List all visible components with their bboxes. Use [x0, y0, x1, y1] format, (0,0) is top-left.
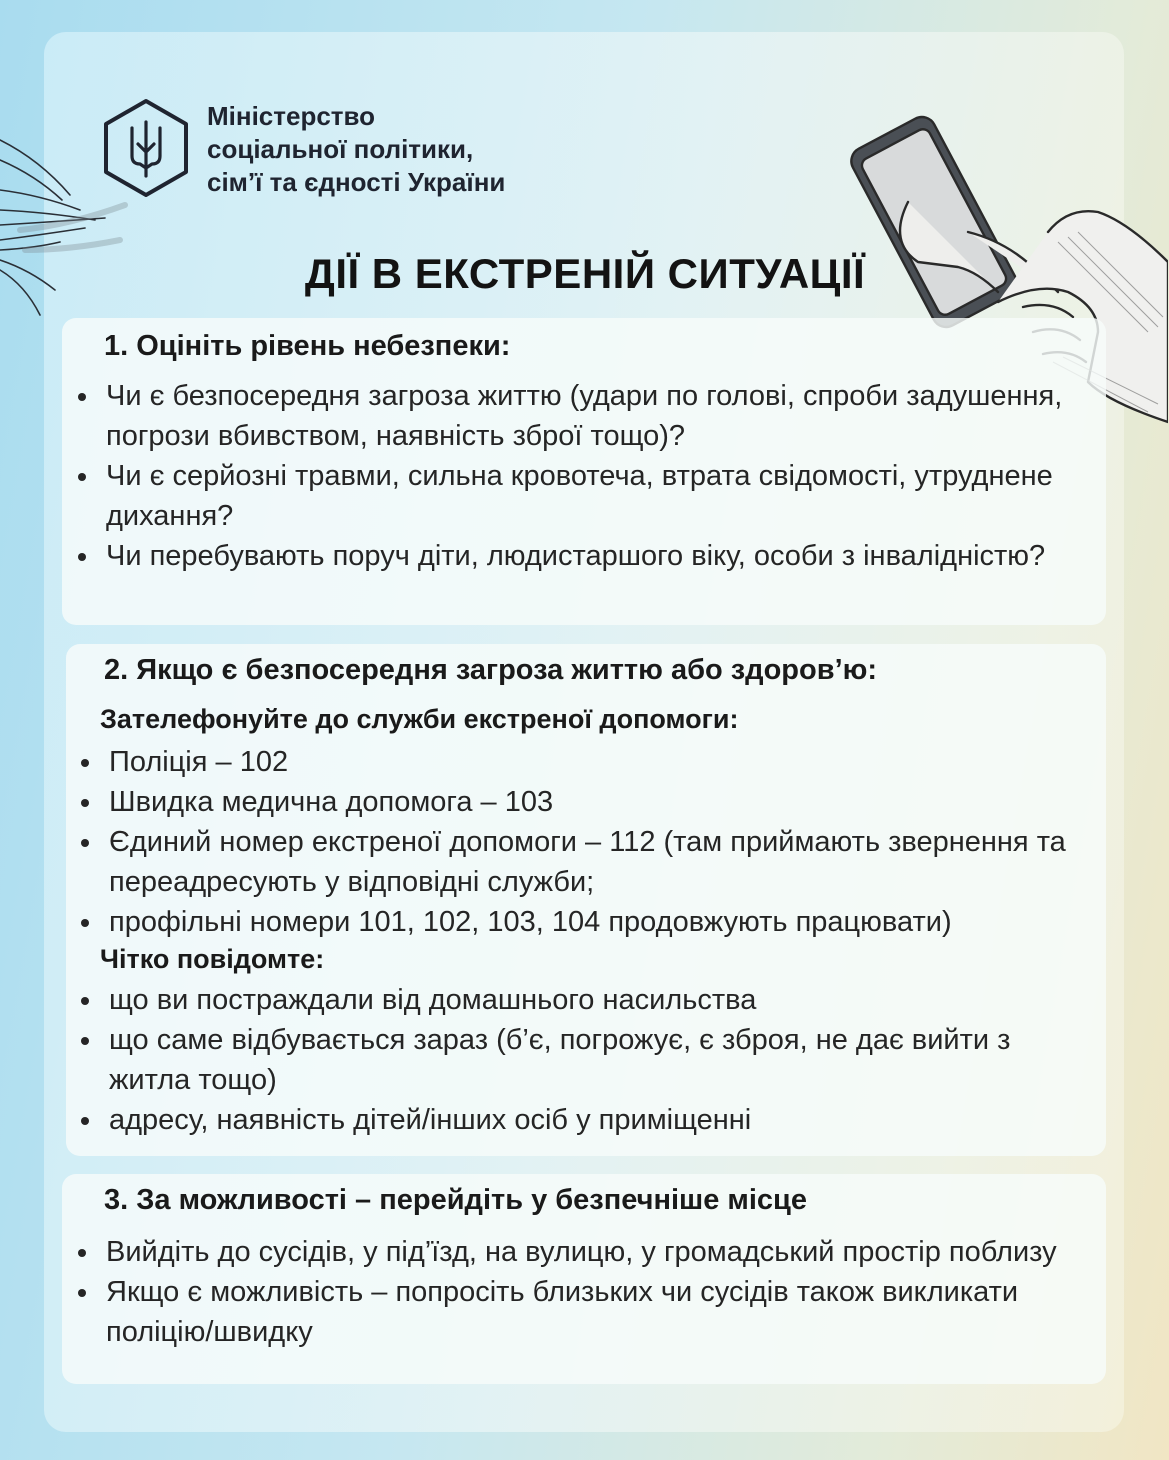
list-item: Чи є серйозні травми, сильна кровотеча, втрата свідомості, утруднене дихання? — [78, 456, 1088, 536]
list-item: Вийдіть до сусідів, у під’їзд, на вулицю, у громадський простір поблизу — [78, 1232, 1078, 1272]
list-item: Поліція – 102 — [81, 742, 1101, 782]
list-item: що ви постраждали від домашнього насильства — [81, 980, 1081, 1020]
ministry-name — [207, 100, 505, 199]
ministry-line-1: Міністерство — [207, 101, 376, 131]
section1-title: 1. Оцініть рівень небезпеки: — [104, 330, 511, 362]
report-heading: Чітко повідомте: — [100, 944, 325, 974]
list-item: профільні номери 101, 102, 103, 104 продовжують працювати) — [81, 902, 1101, 942]
list-item: Якщо є можливість – попросіть близьких чи сусідів також викликати поліцію/швидку — [78, 1272, 1078, 1352]
section3-list — [78, 1232, 1078, 1352]
section2-title: 2. Якщо є безпосередня загроза життю або здоров’ю: — [104, 654, 878, 686]
ministry-line-3: сім’ї та єдності України — [207, 167, 506, 197]
list-item: Єдиний номер екстреної допомоги – 112 (там приймають звернення та переадресують у відповідні служби; — [81, 822, 1101, 902]
report-list — [81, 980, 1081, 1140]
section1-list — [78, 376, 1088, 576]
page-title: ДІЇ В ЕКСТРЕНІЙ СИТУАЦІЇ — [304, 250, 866, 297]
section3-title: 3. За можливості – перейдіть у безпечніше місце — [104, 1184, 808, 1216]
ministry-line-2: соціальної політики, — [207, 134, 474, 164]
list-item: що саме відбувається зараз (б’є, погрожує, є зброя, не дає вийти з житла тощо) — [81, 1020, 1081, 1100]
section-immediate-threat — [66, 644, 1106, 1156]
section-assess-danger — [62, 318, 1106, 625]
list-item: адресу, наявність дітей/інших осіб у приміщенні — [81, 1100, 1081, 1140]
call-heading: Зателефонуйте до служби екстреної допомоги: — [100, 704, 739, 734]
emergency-numbers-list — [81, 742, 1101, 942]
list-item: Чи є безпосередня загроза життю (удари по голові, спроби задушення, погрози вбивством, наявність зброї тощо)? — [78, 376, 1088, 456]
list-item: Чи перебувають поруч діти, людистаршого віку, особи з інвалідністю? — [78, 536, 1088, 576]
section-safer-place — [62, 1174, 1106, 1384]
list-item: Швидка медична допомога – 103 — [81, 782, 1101, 822]
trident-icon — [102, 98, 190, 198]
